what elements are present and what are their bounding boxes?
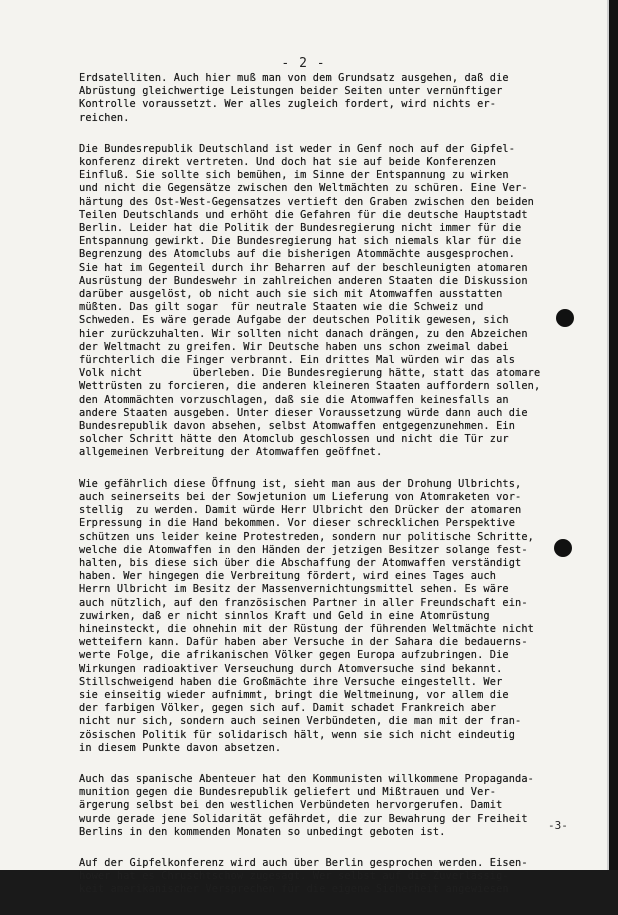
text-line: munition gegen die Bundesrepublik geliefert und Mißtrauen und Ver- <box>79 786 497 799</box>
text-line: Berlins in den kommenden Monaten so unbedingt geboten ist. <box>79 825 446 838</box>
text-line: nicht nur sich, sondern auch seinen Verbündeten, die man mit der fran- <box>79 715 522 728</box>
text-line: in diesem Punkte davon absetzen. <box>79 741 282 754</box>
text-line: keit amerikanischer Versprechen für die eigene Sicherheit angewiesen <box>79 883 509 896</box>
text-line: Bundesrepublik davon absehen, selbst Atomwaffen entgegenzunehmen. Ein <box>79 420 516 433</box>
paragraph <box>79 143 579 460</box>
text-line: halten, bis diese sich über die Abschaffung der Atomwaffen verständigt <box>79 556 522 569</box>
page-number-bottom: -3- <box>548 819 568 832</box>
text-line: Kontrolle voraussetzt. Wer alles zugleich fordert, wird nichts er- <box>79 98 497 111</box>
text-line: Ausrüstung der Bundeswehr in zahlreichen anderen Staaten die Diskussion <box>79 274 528 287</box>
text-line: und nicht die Gegensätze zwischen den Weltmächten zu schüren. Eine Ver- <box>79 182 528 195</box>
text-line: auch seinerseits bei der Sowjetunion um Lieferung von Atomraketen vor- <box>79 490 522 503</box>
text-line: Abrüstung gleichwertige Leistungen beider Seiten unter vernünftiger <box>79 85 503 98</box>
text-line: ärgerung selbst bei den westlichen Verbündeten hervorgerufen. Damit <box>79 799 503 812</box>
text-line: wurde gerade jene Solidarität gefährdet, die zur Bewahrung der Freiheit <box>79 812 528 825</box>
text-line: solcher Schritt hätte den Atomclub geschlossen und nicht die Tür zur <box>79 433 509 446</box>
text-line: Begrenzung des Atomclubs auf die bisherigen Atommächte ausgesprochen. <box>79 248 516 261</box>
text-line: welche die Atomwaffen in den Händen der jetzigen Besitzer solange fest- <box>79 543 528 556</box>
text-line: schützen uns leider keine Protestreden, sondern nur politische Schritte, <box>79 530 534 543</box>
text-line: Volk nicht überleben. Die Bundesregierung hätte, statt das atomare <box>79 367 541 380</box>
punch-hole-mark <box>556 309 574 327</box>
text-line: darüber ausgelöst, ob nicht auch sie sich mit Atomwaffen ausstatten <box>79 288 503 301</box>
text-line: auch nützlich, auf den französischen Partner in aller Freundschaft ein- <box>79 596 528 609</box>
body-text <box>79 72 579 915</box>
text-line: Auch das spanische Abenteuer hat den Kommunisten willkommene Propaganda- <box>79 772 534 785</box>
text-line: zuwirken, daß er nicht sinnlos Kraft und Geld in eine Atomrüstung <box>79 609 490 622</box>
text-line: Schweden. Es wäre gerade Aufgabe der deutschen Politik gewesen, sich <box>79 314 509 327</box>
text-line: zösischen Politik für solidarisch hält, wenn sie sich nicht eindeutig <box>79 728 516 741</box>
text-line: andere Staaten ausgeben. Unter dieser Voraussetzung würde dann auch die <box>79 406 528 419</box>
text-line: Wirkungen radioaktiver Verseuchung durch Atomversuche sind bekannt. <box>79 662 503 675</box>
paragraph <box>79 773 579 839</box>
text-line: müßten. Das gilt sogar für neutrale Staaten wie die Schweiz und <box>79 301 484 314</box>
text-line: Die Bundesrepublik Deutschland ist weder in Genf noch auf der Gipfel- <box>79 142 516 155</box>
text-line: Auf der Gipfelkonferenz wird auch über Berlin gesprochen werden. Eisen- <box>79 856 528 869</box>
text-line: Entspannung gewirkt. Die Bundesregierung hat sich niemals klar für die <box>79 235 522 248</box>
text-line: sie einseitig wieder aufnimmt, bringt die Weltmeinung, vor allem die <box>79 688 509 701</box>
text-line: den Atommächten vorzuschlagen, daß sie die Atomwaffen keinesfalls an <box>79 393 509 406</box>
text-line: stellig zu werden. Damit würde Herr Ulbricht den Drücker der atomaren <box>79 504 522 517</box>
paragraph <box>79 72 579 125</box>
paragraph <box>79 478 579 755</box>
text-line: fürchterlich die Finger verbrannt. Ein drittes Mal würden wir das als <box>79 354 516 367</box>
text-line: wetteifern kann. Dafür haben aber Versuche in der Sahara die bedauerns- <box>79 636 528 649</box>
text-line: Erpressung in die Hand bekommen. Vor dieser schrecklichen Perspektive <box>79 517 516 530</box>
text-line: Stillschweigend haben die Großmächte ihre Versuche eingestellt. Wer <box>79 675 503 688</box>
punch-hole-mark <box>554 539 572 557</box>
text-line: Herrn Ulbricht im Besitz der Massenvernichtungsmittel sehen. Es wäre <box>79 583 509 596</box>
text-line: Erdsatelliten. Auch hier muß man von dem Grundsatz ausgehen, daß die <box>79 72 509 84</box>
text-line: werte Folge, die afrikanischen Völker gegen Europa aufzubringen. Die <box>79 649 509 662</box>
text-line: haben. Wer hingegen die Verbreitung fördert, wird eines Tages auch <box>79 570 497 583</box>
text-line: reichen. <box>79 111 130 124</box>
text-line: hier zurückzuhalten. Wir sollten nicht danach drängen, zu den Abzeichen <box>79 327 528 340</box>
text-line: hower hat es Chruschtschow zugesagt. Wer selbst auf die Zuverlässig- <box>79 870 509 883</box>
scan-edge <box>609 0 618 870</box>
page-number-top: - 2 - <box>281 56 326 71</box>
text-line: Einfluß. Sie sollte sich bemühen, im Sinne der Entspannung zu wirken <box>79 169 509 182</box>
paragraph <box>79 857 579 897</box>
text-line: härtung des Ost-West-Gegensatzes vertieft den Graben zwischen den beiden <box>79 195 534 208</box>
text-line: allgemeinen Verbreitung der Atomwaffen geöffnet. <box>79 446 383 459</box>
text-line: Teilen Deutschlands und erhöht die Gefahren für die deutsche Hauptstadt <box>79 208 528 221</box>
text-line: der Weltmacht zu greifen. Wir Deutsche haben uns schon zweimal dabei <box>79 340 509 353</box>
text-line: Wie gefährlich diese Öffnung ist, sieht man aus der Drohung Ulbrichts, <box>79 477 522 490</box>
text-line: Wettrüsten zu forcieren, die anderen kleineren Staaten auffordern sollen, <box>79 380 541 393</box>
text-line: der farbigen Völker, gegen sich auf. Damit schadet Frankreich aber <box>79 702 497 715</box>
text-line: konferenz direkt vertreten. Und doch hat sie auf beide Konferenzen <box>79 156 497 169</box>
text-line: hineinsteckt, die ohnehin mit der Rüstung der führenden Weltmächte nicht <box>79 622 534 635</box>
text-line: Berlin. Leider hat die Politik der Bundesregierung nicht immer für die <box>79 222 522 235</box>
text-line: Sie hat im Gegenteil durch ihr Beharren auf der beschleunigten atomaren <box>79 261 528 274</box>
